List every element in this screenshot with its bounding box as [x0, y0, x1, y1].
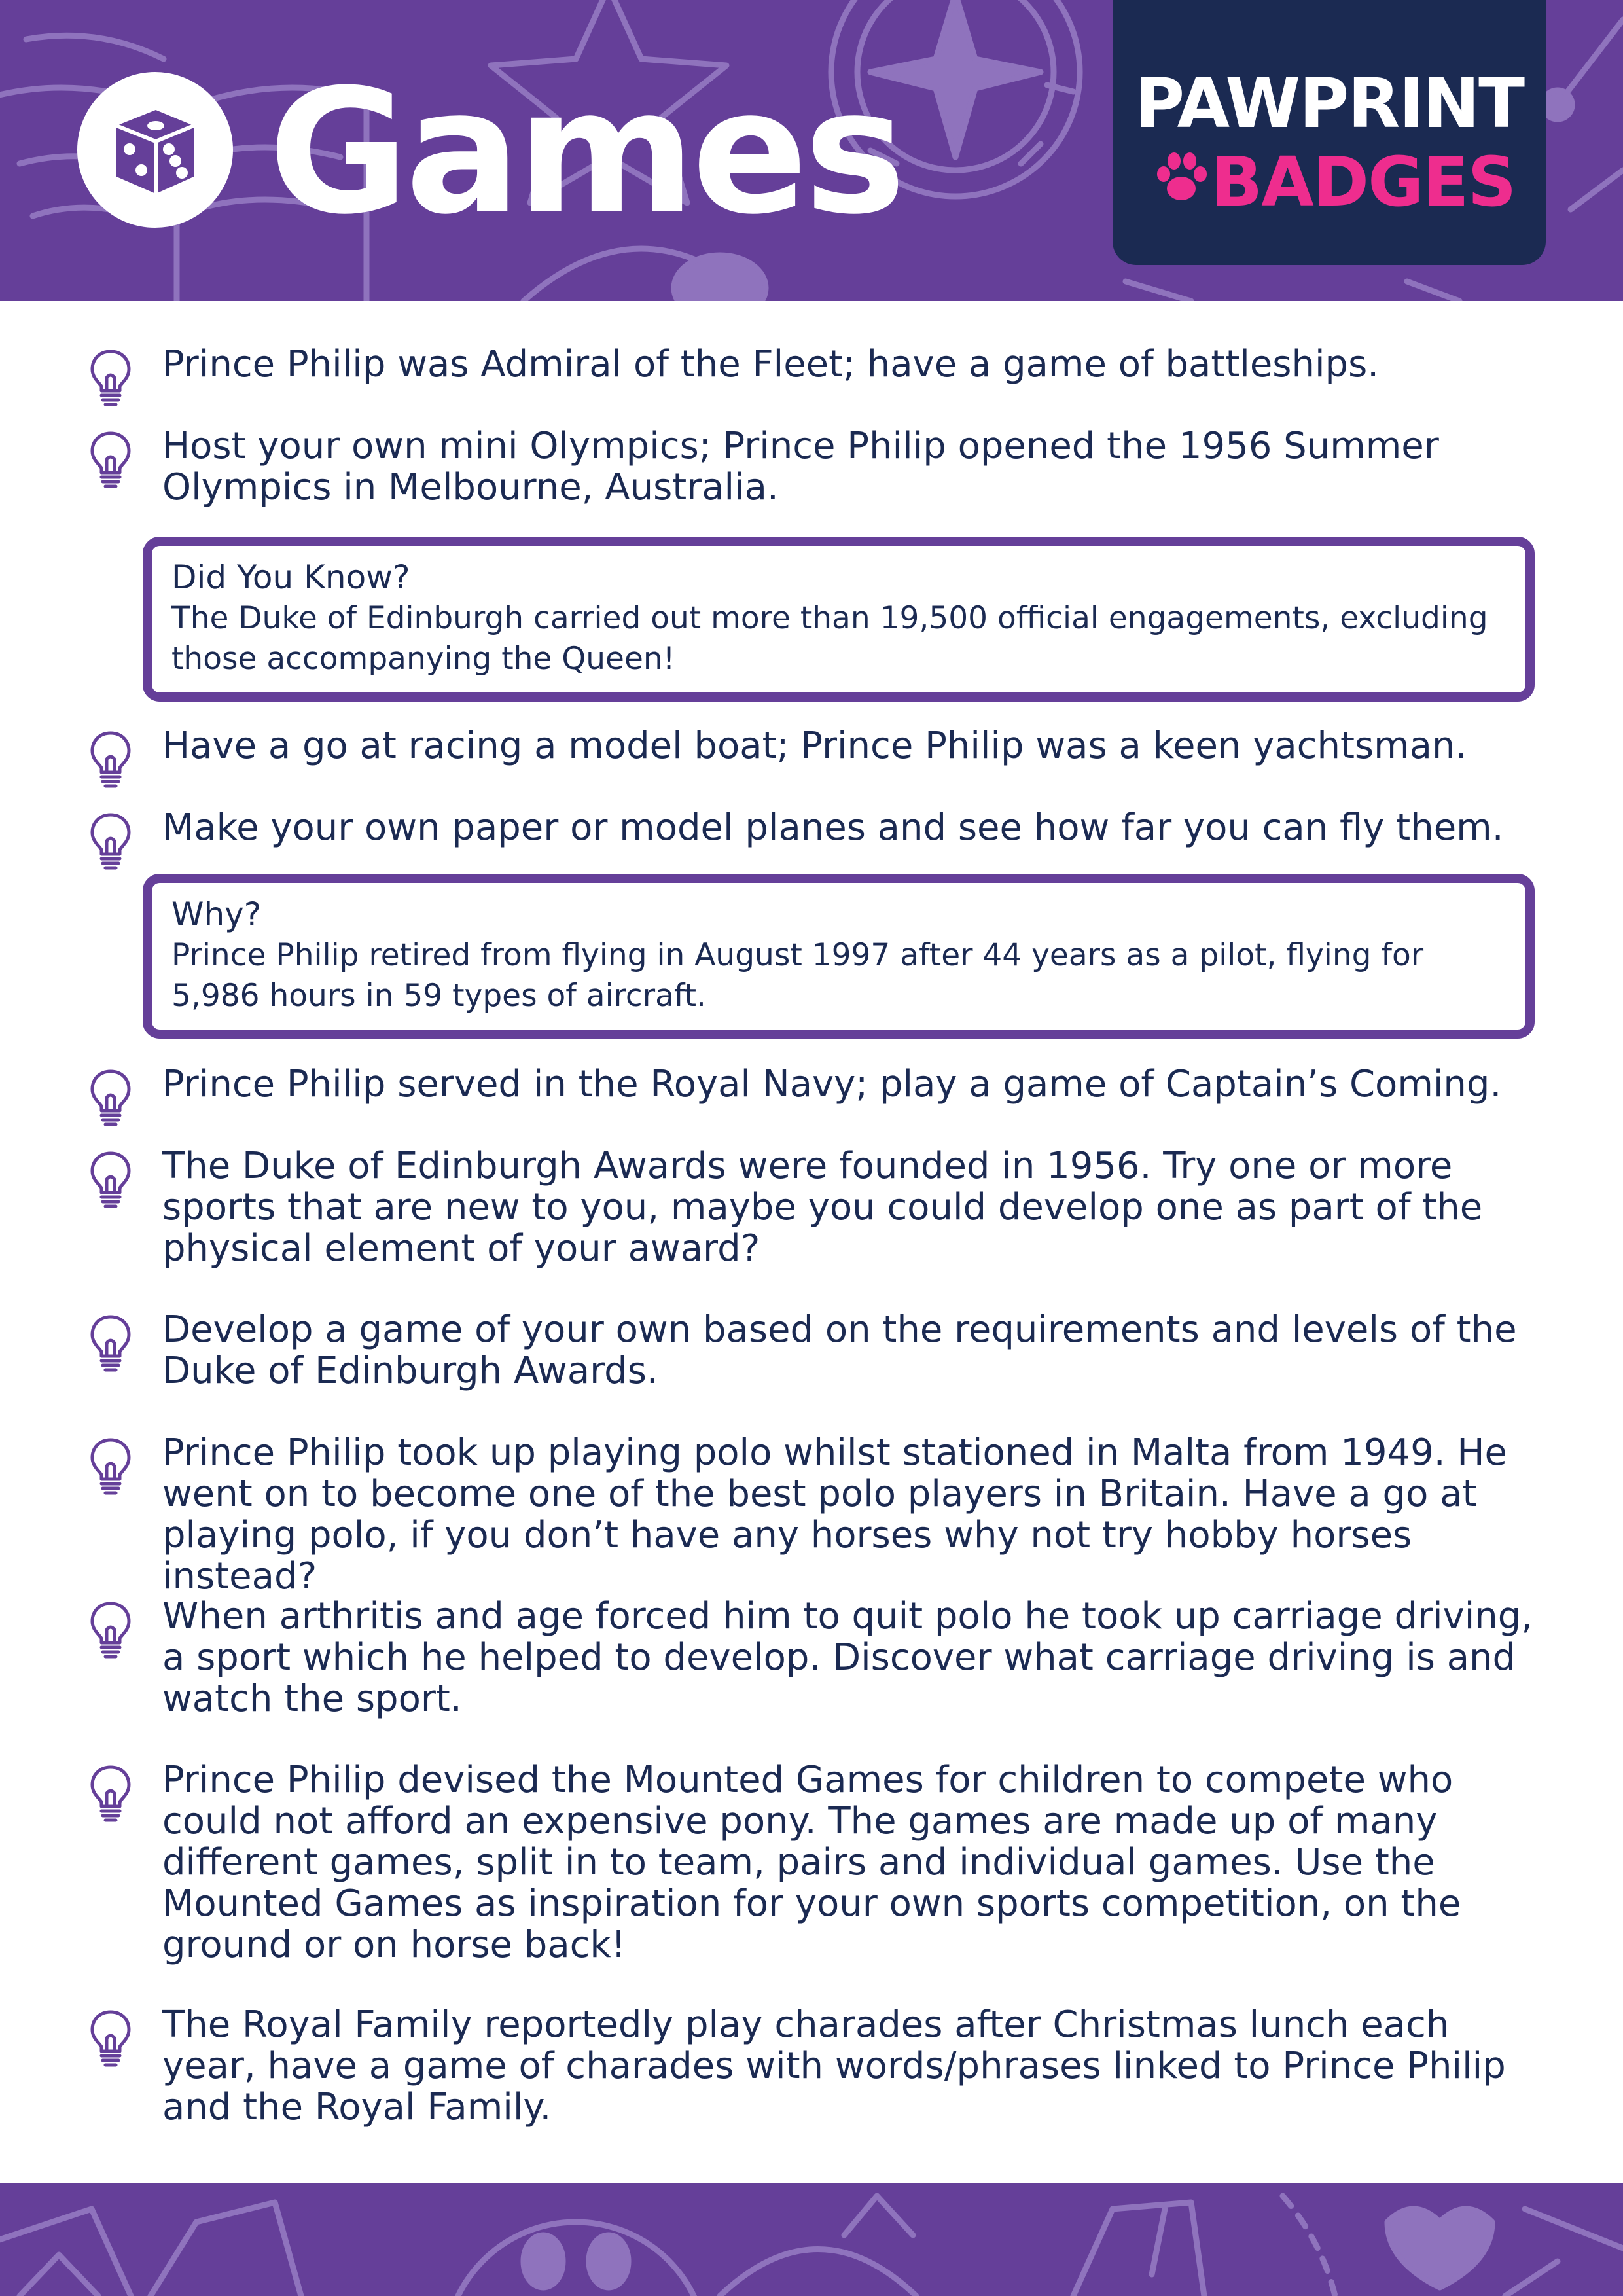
lightbulb-icon	[87, 729, 134, 792]
dice-badge	[77, 72, 233, 228]
lightbulb-icon	[87, 429, 134, 492]
box-title: Why?	[171, 895, 262, 933]
why-box	[143, 874, 1535, 1039]
lightbulb-icon	[87, 811, 134, 874]
footer-banner	[0, 2183, 1623, 2296]
page-title: Games	[268, 52, 902, 252]
dice-icon	[77, 72, 233, 228]
lightbulb-icon	[87, 1313, 134, 1376]
logo-wordmark-top: PAWPRINT	[1134, 63, 1524, 143]
lightbulb-icon	[87, 348, 134, 410]
did-you-know-box	[143, 537, 1535, 702]
box-text: The Duke of Edinburgh carried out more than 19,500 official engagements, excluding those accompanying the Queen!	[171, 600, 1488, 677]
brand-logo	[1113, 0, 1546, 265]
lightbulb-icon	[87, 1436, 134, 1499]
lightbulb-icon	[87, 1600, 134, 1662]
lightbulb-icon	[87, 1067, 134, 1130]
paw-icon	[1152, 149, 1211, 208]
header-banner	[0, 0, 1623, 301]
lightbulb-icon	[87, 1149, 134, 1212]
lightbulb-icon	[87, 1763, 134, 1826]
lightbulb-icon	[87, 2008, 134, 2071]
doodle-pattern	[0, 2183, 1623, 2296]
box-title: Did You Know?	[171, 558, 410, 596]
logo-wordmark-bottom: BADGES	[1211, 142, 1516, 222]
box-text: Prince Philip retired from flying in August 1997 after 44 years as a pilot, flying for 5,986 hours in 59 types of aircraft.	[171, 937, 1424, 1014]
